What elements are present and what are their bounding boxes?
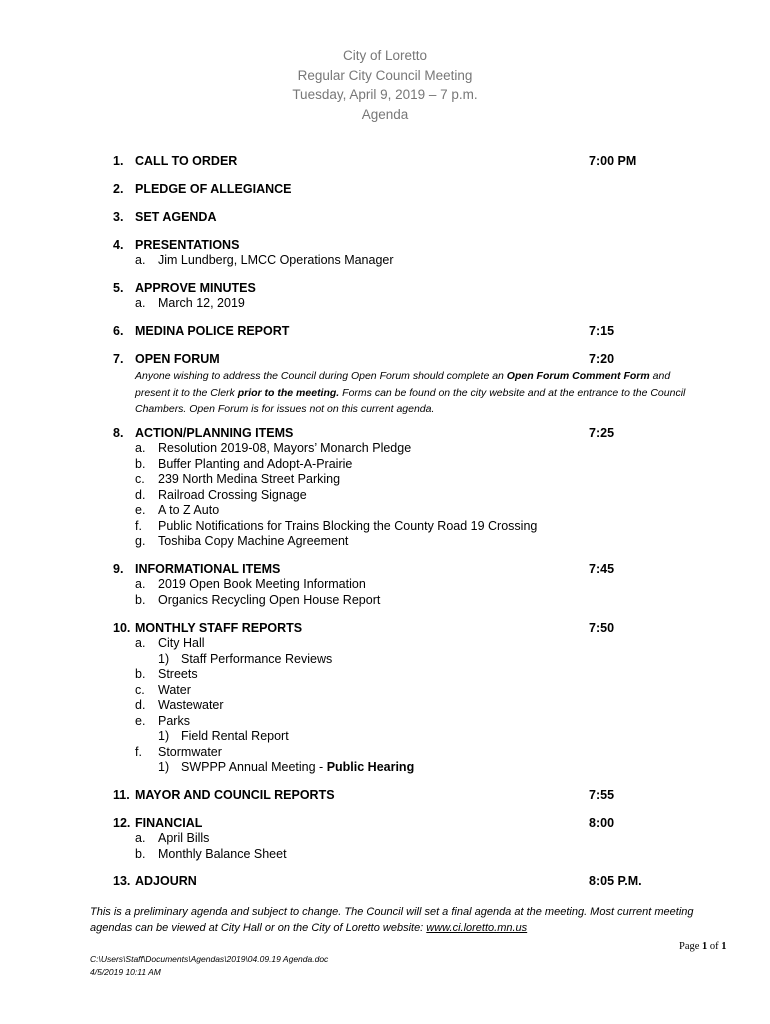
sub-item-marker: a. (135, 441, 146, 455)
agenda-item (113, 425, 653, 550)
sub-item-marker: 1) (158, 729, 170, 743)
agenda-item (113, 620, 653, 776)
sub-item-text: April Bills (158, 831, 210, 845)
agenda-item (113, 237, 653, 269)
item-time: 7:55 (589, 788, 615, 802)
agenda-item-heading (113, 181, 653, 197)
sub-item-text: Water (158, 682, 191, 697)
item-title: MEDINA POLICE REPORT (135, 324, 290, 338)
sub-item-text: Organics Recycling Open House Report (158, 592, 381, 607)
sub-item-text: Streets (158, 667, 198, 681)
sub-item (113, 683, 653, 699)
sub-item-list (113, 296, 653, 312)
sub-item-marker: e. (135, 713, 146, 728)
item-number: 1. (113, 154, 124, 168)
sub-item-marker: b. (135, 667, 146, 681)
item-title: SET AGENDA (135, 210, 217, 224)
city-name: City of Loretto (342, 48, 428, 63)
sub-item-marker: f. (135, 744, 142, 759)
sub-item (113, 296, 653, 312)
item-time: 8:05 P.M. (589, 874, 642, 888)
sub-item-marker: b. (135, 846, 146, 861)
note-emphasis: prior to the meeting. (237, 386, 340, 399)
sub-item (113, 457, 653, 473)
sub-item-marker: b. (135, 592, 146, 607)
sub-item-text: Railroad Crossing Signage (158, 487, 307, 502)
sub-item-text: City Hall (158, 636, 205, 650)
item-title: PLEDGE OF ALLEGIANCE (135, 182, 292, 196)
sub-item-text: Parks (158, 713, 190, 728)
file-path-stamp (90, 953, 328, 979)
sub-item-marker: f. (135, 518, 142, 533)
item-title: INFORMATIONAL ITEMS (135, 562, 281, 576)
item-number: 4. (113, 238, 124, 252)
sub-item (113, 667, 653, 683)
sub-item-text: SWPPP Annual Meeting - (181, 760, 327, 774)
item-number: 10. (113, 621, 131, 635)
sub-item-text: A to Z Auto (158, 503, 220, 517)
sub-item-list (113, 253, 653, 269)
sub-item-marker: a. (135, 577, 146, 591)
item-title: APPROVE MINUTES (135, 281, 256, 295)
agenda-item-heading (113, 351, 653, 367)
sub-item-text: Resolution 2019-08, Mayors’ Monarch Pledge (158, 441, 412, 455)
sub-item-list (113, 441, 653, 550)
sub-item-text: Buffer Planting and Adopt-A-Prairie (158, 456, 353, 471)
item-time: 7:45 (589, 562, 615, 576)
sub-item-text: March 12, 2019 (158, 296, 245, 310)
sub-item-list (113, 636, 653, 776)
item-title: CALL TO ORDER (135, 154, 238, 168)
sub-item-text: Staff Performance Reviews (181, 651, 333, 666)
agenda-item (113, 323, 653, 339)
item-title: OPEN FORUM (135, 352, 220, 366)
item-title: ADJOURN (135, 874, 197, 888)
sub-item-text: Jim Lundberg, LMCC Operations Manager (158, 253, 394, 267)
note-emphasis: Open Forum Comment Form (506, 370, 650, 382)
file-date: 4/5/2019 10:11 AM (90, 967, 161, 977)
item-time: 7:50 (589, 621, 615, 635)
item-number: 12. (113, 816, 131, 830)
item-time: 7:20 (589, 352, 615, 366)
disclaimer-note (90, 904, 700, 936)
file-path: C:\Users\Staff\Documents\Agendas\2019\04.09.19 Agenda.doc (90, 954, 329, 964)
sub-item (113, 745, 653, 761)
sub-item-marker: a. (135, 831, 146, 845)
sub-item (113, 698, 653, 714)
page-number: Page 1 of 1 (679, 941, 727, 952)
note-text: and present it to the Clerk (135, 370, 671, 399)
agenda-item-heading (113, 620, 653, 636)
item-title: MONTHLY STAFF REPORTS (135, 621, 303, 635)
sub-item (113, 847, 653, 863)
sub-item-marker: a. (135, 253, 146, 267)
sub-item-marker: d. (135, 698, 146, 712)
agenda-item-heading (113, 561, 653, 577)
sub-item-text: Public Notifications for Trains Blocking the County Road 19 Crossing (158, 518, 538, 533)
note-text: Forms can be found on the city website and at the entrance to the Council Chambers. Open Forum is for issues not on this current agenda. (135, 386, 686, 415)
sub-item-list (113, 831, 653, 862)
sub-item-marker: c. (135, 682, 145, 697)
sub-item (113, 472, 653, 488)
agenda-item-heading (113, 153, 653, 169)
agenda-item-heading (113, 209, 653, 225)
item-number: 13. (113, 874, 131, 888)
sub-item-marker: d. (135, 487, 146, 502)
sub-item-marker: 1) (158, 760, 170, 774)
meeting-type: Regular City Council Meeting (297, 67, 473, 83)
item-title: FINANCIAL (135, 816, 203, 830)
agenda-item (113, 561, 653, 608)
agenda-item-heading (113, 815, 653, 831)
agenda-item (113, 815, 653, 862)
sub-item-marker: e. (135, 503, 146, 517)
meeting-date: Tuesday, April 9, 2019 – 7 p.m. (292, 87, 478, 102)
agenda-item-heading (113, 873, 653, 889)
sub-item-list (113, 577, 653, 608)
document-title: Agenda (361, 106, 409, 122)
sub-item-text: Wastewater (158, 698, 224, 712)
sub-item (113, 714, 653, 730)
agenda-item-heading (113, 323, 653, 339)
sub-item (113, 488, 653, 504)
sub-item-text: Field Rental Report (181, 729, 289, 743)
item-number: 7. (113, 352, 124, 366)
sub-item-marker: a. (135, 296, 146, 310)
item-number: 2. (113, 182, 124, 196)
sub-item-text: Stormwater (158, 744, 222, 759)
item-time: 7:00 PM (589, 154, 637, 168)
item-title: PRESENTATIONS (135, 238, 240, 252)
sub-item (113, 441, 653, 457)
agenda-item-heading (113, 237, 653, 253)
sub-item-marker: b. (135, 456, 146, 471)
agenda-header (0, 46, 770, 124)
public-hearing-label: Public Hearing (326, 760, 415, 774)
sub-item (113, 831, 653, 847)
sub-item (113, 534, 653, 550)
sub-item (113, 519, 653, 535)
sub-item (113, 253, 653, 269)
disclaimer-text: This is a preliminary agenda and subject to change. The Council will set a final agenda at the meeting. Most current meeting agendas can be viewed at City Hall or on the City of Loretto website: (90, 906, 694, 934)
sub-item (113, 577, 653, 593)
item-number: 6. (113, 324, 124, 338)
sub-item-text: 239 North Medina Street Parking (158, 472, 341, 486)
agenda-item (113, 209, 653, 225)
item-time: 7:15 (589, 324, 615, 338)
sub-item-marker: 1) (158, 651, 170, 666)
item-number: 9. (113, 562, 124, 576)
item-time: 8:00 (589, 816, 615, 830)
agenda-item (113, 787, 653, 803)
sub-item-marker: g. (135, 534, 146, 548)
item-number: 5. (113, 281, 124, 295)
item-time: 7:25 (589, 426, 615, 440)
item-number: 3. (113, 210, 124, 224)
open-forum-note (135, 368, 695, 418)
sub-item (113, 636, 653, 652)
agenda-item-heading (113, 787, 653, 803)
agenda-item (113, 351, 686, 418)
agenda-item-heading (113, 280, 653, 296)
sub-item (113, 503, 653, 519)
agenda-item (113, 873, 653, 889)
website-link[interactable]: www.ci.loretto.mn.us (426, 922, 528, 934)
sub-item (113, 593, 653, 609)
agenda-item-heading (113, 425, 653, 441)
sub-item (113, 729, 653, 745)
item-title: ACTION/PLANNING ITEMS (135, 426, 294, 440)
sub-item-marker: c. (135, 472, 145, 486)
agenda-item (113, 153, 653, 169)
sub-item-text: Toshiba Copy Machine Agreement (158, 534, 349, 548)
item-title: MAYOR AND COUNCIL REPORTS (135, 788, 335, 802)
sub-item-marker: a. (135, 636, 146, 650)
item-number: 11. (113, 788, 130, 802)
agenda-item (113, 181, 653, 197)
sub-item (113, 652, 653, 668)
note-text: Anyone wishing to address the Council during Open Forum should complete an (135, 370, 507, 382)
item-number: 8. (113, 426, 124, 440)
sub-item-text: 2019 Open Book Meeting Information (158, 577, 366, 591)
sub-item (113, 760, 653, 776)
agenda-item (113, 280, 653, 312)
sub-item-text: Monthly Balance Sheet (158, 846, 287, 861)
